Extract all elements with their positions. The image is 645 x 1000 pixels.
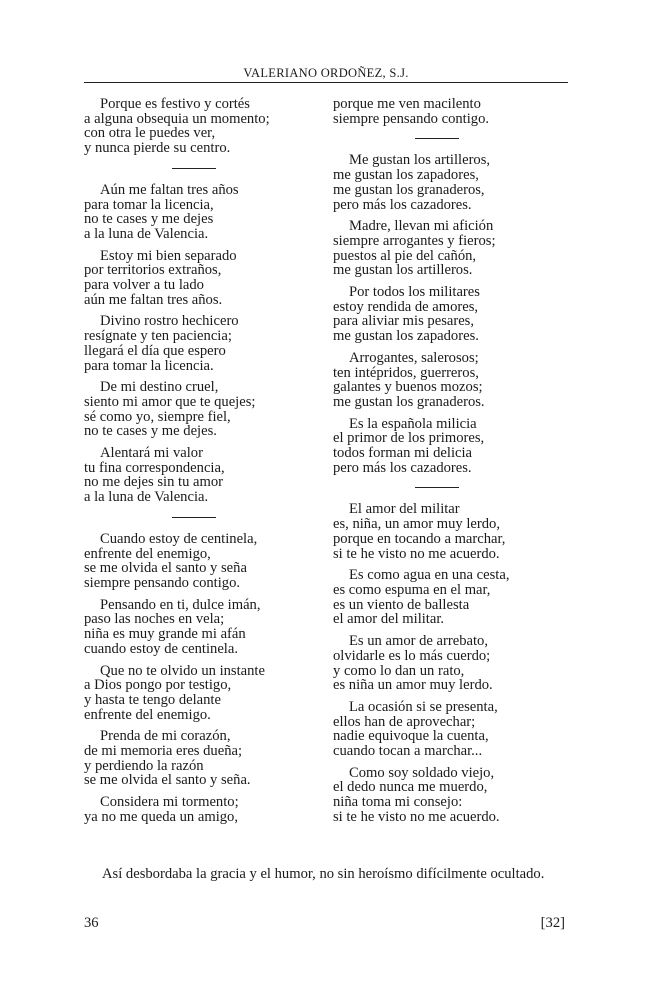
verse-line: el dedo nunca me muerdo,	[333, 779, 488, 796]
verse-line: estoy rendida de amores,	[333, 298, 479, 315]
stanza	[333, 97, 573, 126]
verse-line: me gustan los granaderos,	[333, 181, 485, 198]
section-separator	[415, 138, 459, 139]
closing-paragraph: Así desbordaba la gracia y el humor, no sin heroísmo difícilmente ocultado.	[102, 866, 545, 882]
stanza	[333, 502, 573, 561]
stanza	[84, 380, 324, 439]
verse-line: y perdiendo la razón	[84, 757, 204, 774]
stanza	[333, 219, 573, 278]
verse-line: si te he visto no me acuerdo.	[333, 808, 500, 825]
verse-line: a la luna de Valencia.	[84, 225, 209, 242]
verse-line: por territorios extraños,	[84, 262, 222, 279]
verse-line: enfrente del enemigo,	[84, 545, 211, 562]
page-number: 36	[84, 915, 99, 931]
verse-line: Que no te olvido un instante	[100, 662, 265, 679]
verse-line: para volver a tu lado	[84, 277, 204, 294]
verse-line: se me olvida el santo y seña.	[84, 772, 251, 789]
verse-line: no te cases y me dejes	[84, 211, 214, 228]
verse-line: Es la española milicia	[349, 415, 477, 432]
verse-line: galantes y buenos mozos;	[333, 379, 483, 396]
verse-line: si te he visto no me acuerdo.	[333, 545, 500, 562]
verse-line: Alentará mi valor	[100, 445, 203, 462]
verse-line: para tomar la licencia.	[84, 357, 214, 374]
stanza	[333, 417, 573, 476]
verse-line: siento mi amor que te quejes;	[84, 393, 256, 410]
verse-line: ten intépridos, guerreros,	[333, 364, 479, 381]
verse-line: no te cases y me dejes.	[84, 423, 217, 440]
verse-line: enfrente del enemigo.	[84, 706, 211, 723]
verse-line: pero más los cazadores.	[333, 459, 472, 476]
verse-line: olvidarle es lo más cuerdo;	[333, 647, 491, 664]
verse-line: siempre pensando contigo.	[84, 574, 241, 591]
verse-line: tu fina correspondencia,	[84, 459, 225, 476]
stanza	[333, 285, 573, 344]
verse-line: Arrogantes, salerosos;	[349, 349, 479, 366]
verse-line: a Dios pongo por testigo,	[84, 677, 232, 694]
verse-line: Porque es festivo y cortés	[100, 96, 250, 112]
header-rule	[84, 82, 568, 83]
verse-line: porque en tocando a marchar,	[333, 530, 506, 547]
verse-line: siempre arrogantes y fieros;	[333, 232, 496, 249]
verse-line: de mi memoria eres dueña;	[84, 743, 243, 760]
stanza	[333, 766, 573, 825]
verse-line: Divino rostro hechicero	[100, 313, 239, 330]
verse-line: llegará el día que espero	[84, 342, 226, 359]
verse-line: niña es muy grande mi afán	[84, 626, 246, 643]
verse-line: paso las noches en vela;	[84, 611, 225, 628]
stanza	[333, 700, 573, 759]
verse-line: es un viento de ballesta	[333, 596, 470, 613]
stanza	[84, 795, 324, 824]
verse-line: sé como yo, siempre fiel,	[84, 408, 231, 425]
verse-line: Me gustan los artilleros,	[349, 152, 491, 169]
verse-line: se me olvida el santo y seña	[84, 560, 247, 577]
verse-line: porque me ven macilento	[333, 96, 481, 112]
verse-line: Madre, llevan mi afición	[349, 218, 494, 235]
verse-line: Aún me faltan tres años	[100, 181, 239, 198]
stanza	[333, 568, 573, 627]
verse-line: La ocasión si se presenta,	[349, 698, 498, 715]
stanza	[333, 351, 573, 410]
verse-line: cuando estoy de centinela.	[84, 640, 238, 657]
verse-line: Prenda de mi corazón,	[100, 728, 231, 745]
verse-line: Es un amor de arrebato,	[349, 633, 488, 650]
verse-line: Por todos los militares	[349, 284, 480, 301]
verse-line: niña toma mi consejo:	[333, 794, 463, 811]
running-header: VALERIANO ORDOÑEZ, S.J.	[243, 66, 409, 80]
verse-line: me gustan los granaderos.	[333, 393, 485, 410]
right-column	[333, 97, 573, 832]
verse-line: el primor de los primores,	[333, 430, 485, 447]
section-separator	[172, 168, 216, 169]
verse-line: es niña un amor muy lerdo.	[333, 677, 493, 694]
stanza	[84, 314, 324, 373]
stanza	[84, 729, 324, 788]
left-column	[84, 97, 324, 832]
verse-line: y como lo dan un rato,	[333, 662, 465, 679]
verse-line: a alguna obsequia un momento;	[84, 110, 270, 127]
stanza	[84, 97, 324, 156]
stanza	[333, 153, 573, 212]
verse-line: es como espuma en el mar,	[333, 581, 491, 598]
verse-line: cuando tocan a marchar...	[333, 743, 483, 760]
verse-line: y nunca pierde su centro.	[84, 140, 231, 157]
stanza	[84, 664, 324, 723]
section-separator	[415, 487, 459, 488]
verse-line: Estoy mi bien separado	[100, 247, 237, 264]
verse-line: resígnate y ten paciencia;	[84, 328, 232, 345]
verse-line: Como soy soldado viejo,	[349, 764, 495, 781]
verse-line: es, niña, un amor muy lerdo,	[333, 516, 500, 533]
stanza	[84, 532, 324, 591]
verse-line: Cuando estoy de centinela,	[100, 530, 258, 547]
verse-line: me gustan los zapadores,	[333, 167, 479, 184]
verse-line: puestos al pie del cañón,	[333, 247, 477, 264]
stanza	[84, 183, 324, 242]
stanza	[84, 598, 324, 657]
verse-line: todos forman mi delicia	[333, 445, 473, 462]
verse-line: para aliviar mis pesares,	[333, 313, 475, 330]
verse-line: Es como agua en una cesta,	[349, 567, 510, 584]
verse-line: De mi destino cruel,	[100, 379, 219, 396]
verse-line: ellos han de aprovechar;	[333, 713, 476, 730]
verse-line: Considera mi tormento;	[100, 794, 239, 811]
verse-line: no me dejes sin tu amor	[84, 474, 224, 491]
page-reference: [32]	[540, 915, 565, 931]
verse-line: El amor del militar	[349, 501, 460, 518]
stanza	[333, 634, 573, 693]
verse-line: Pensando en ti, dulce imán,	[100, 596, 261, 613]
verse-line: siempre pensando contigo.	[333, 110, 490, 127]
section-separator	[172, 517, 216, 518]
verse-line: para tomar la licencia,	[84, 196, 214, 213]
verse-line: ya no me queda un amigo,	[84, 808, 239, 825]
stanza	[84, 446, 324, 505]
verse-line: me gustan los zapadores.	[333, 328, 479, 345]
verse-line: y hasta te tengo delante	[84, 691, 221, 708]
verse-line: me gustan los artilleros.	[333, 262, 473, 279]
verse-line: con otra le puedes ver,	[84, 125, 216, 142]
verse-line: aún me faltan tres años.	[84, 291, 223, 308]
verse-line: el amor del militar.	[333, 611, 445, 628]
stanza	[84, 249, 324, 308]
verse-line: pero más los cazadores.	[333, 196, 472, 213]
verse-line: a la luna de Valencia.	[84, 489, 209, 506]
verse-line: nadie equivoque la cuenta,	[333, 728, 489, 745]
